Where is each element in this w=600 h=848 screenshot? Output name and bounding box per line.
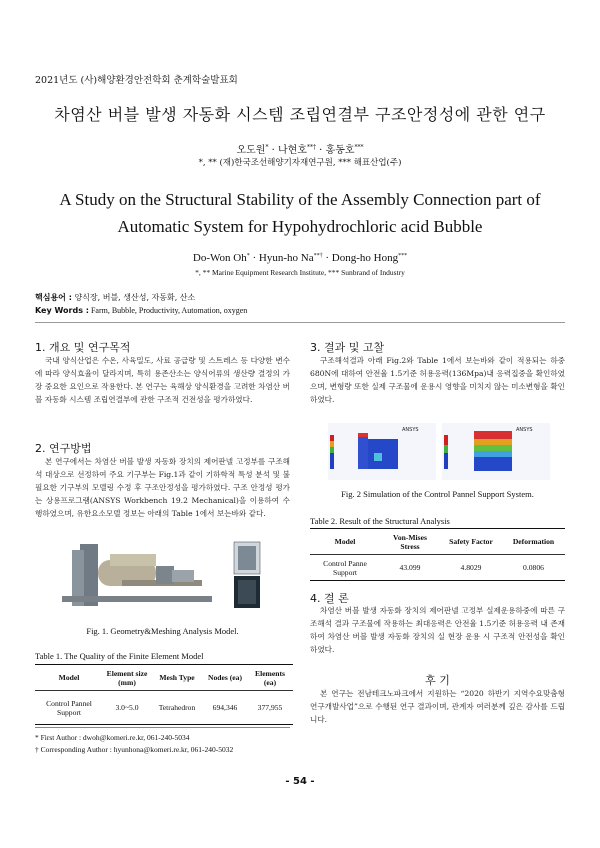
fig1-geometry-mesh-image <box>62 540 262 610</box>
author-separator: · <box>271 145 275 156</box>
english-title <box>0 186 600 240</box>
header-divider <box>35 322 565 323</box>
footnote-first-author: * First Author : dwoh@komeri.re.kr, 061-240-5034 <box>35 733 190 742</box>
author-1-en-sup: * <box>246 253 250 259</box>
footnote-divider <box>35 727 290 728</box>
table1-header: Model <box>35 665 103 691</box>
english-title-line1: A Study on the Structural Stability of the Assembly Connection part of <box>59 190 541 209</box>
table1-caption: Table 1. The Quality of the Finite Element Model <box>35 651 204 661</box>
keywords-english-text: Farm, Bubble, Productivity, Automation, oxygen <box>90 306 248 315</box>
mesh-view-bottom <box>234 576 260 608</box>
deformation-result-panel <box>442 423 550 480</box>
table2-cell: Control Panne Support <box>323 558 367 577</box>
acknowledgement-heading: 후 기 <box>425 674 450 687</box>
author-1-sup: * <box>265 144 269 151</box>
author-1-en: Do-Won Oh <box>192 252 247 264</box>
table1-header: Element size (mm) <box>103 665 151 691</box>
ansys-logo-left: ANSYS <box>402 427 419 433</box>
english-title-line2: Automatic System for Hypohydrochloric acid Bubble <box>117 217 483 236</box>
author-2: 나현호 <box>278 145 307 156</box>
table1-header: Elements (ea) <box>247 665 293 691</box>
author-2-en: Hyun-ho Na <box>258 252 314 264</box>
ansys-logo-right: ANSYS <box>516 427 533 433</box>
author-3-sup: *** <box>354 144 364 151</box>
author-2-en-sup: **† <box>313 253 323 259</box>
author-3: 홍동호 <box>325 145 355 156</box>
korean-title: 차염산 버블 발생 자동화 시스템 조립연결부 구조안정성에 관한 연구 <box>54 105 546 124</box>
table-row <box>310 555 565 581</box>
footnote-corresponding-author: † Corresponding Author : hyunhona@komeri.re.kr, 061-240-5032 <box>35 745 234 754</box>
table2-header: Safety Factor <box>440 529 502 555</box>
table2-header: Model <box>310 529 380 555</box>
table1-cell: 694,346 <box>212 703 238 712</box>
page-number: - 54 - <box>285 776 315 787</box>
table1-header-row <box>35 665 293 691</box>
author-3-en: Dong-ho Hong <box>331 252 399 264</box>
author-1: 오도원 <box>236 145 266 156</box>
section-2-heading: 2. 연구방법 <box>35 442 92 455</box>
author-3-en-sup: *** <box>398 253 408 259</box>
conference-header: 2021년도 (사)해양환경안전학회 춘계학술발표회 <box>35 75 238 86</box>
keywords-korean-label: 핵심용어 : <box>35 293 72 302</box>
table2 <box>310 528 565 581</box>
keywords-english <box>35 306 247 315</box>
table1 <box>35 664 293 725</box>
keywords-korean <box>35 292 195 303</box>
keywords-korean-text: 양식장, 버블, 생산성, 자동화, 산소 <box>74 293 196 302</box>
table2-header-row <box>310 529 565 555</box>
fig2-simulation-image <box>328 423 550 480</box>
author-2-sup: **† <box>306 144 316 151</box>
fig2-caption: Fig. 2 Simulation of the Control Pannel Support System. <box>341 489 534 499</box>
section-1-text: 국내 양식산업은 수온, 사육밀도, 사료 공급량 및 스트레스 등 다양한 변수에 따라 양식효율이 달라지며, 특히 용존산소는 양식어류의 생산량 결정의 가장 중요한 요인으로 작용한다. 본 연구는 육해상 양식환경을 고려한 차염산 버블 자동화 시스템 조립연결부에 관한 구조적 건전성을 평가하였다. <box>35 356 290 404</box>
table-row <box>35 691 293 725</box>
section-4-heading: 4. 결 론 <box>310 592 349 605</box>
korean-affiliation: *, ** (재)한국조선해양기자재연구원, *** 해표산업(주) <box>198 158 402 168</box>
table1-cell: Control Pannel Support <box>46 698 92 717</box>
author-separator: · <box>319 145 323 156</box>
table2-cell: 0.0806 <box>523 563 544 572</box>
table2-cell: 4.8029 <box>460 563 482 572</box>
acknowledgement-text: 본 연구는 전남테크노파크에서 지원하는 “2020 하반기 지역수요맞춤형 연구개발사업”으로 수행된 연구 결과이며, 관계자 여러분께 깊은 감사를 드립니다. <box>310 689 565 724</box>
english-affiliation: *, ** Marine Equipment Research Institute, *** Sunbrand of Industry <box>195 268 405 277</box>
table1-header: Mesh Type <box>151 665 203 691</box>
author-separator: · <box>325 252 330 264</box>
fig1-caption: Fig. 1. Geometry&Meshing Analysis Model. <box>86 626 239 636</box>
section-2-text: 본 연구에서는 차염산 버블 발생 자동화 장치의 제어판넬 고정부를 구조해석 대상으로 선정하여 주요 기구부는 Fig.1과 같이 기하학적 특성 분석 및 불필요한 기구부의 모델링 수정 후 구조안정성을 평가하였다. 구조 안정성 평가는 상용프로그램(ANSYS Workbench 19.2 Mechanical)을 이용하여 수행하였으며, 유한요소모델 정보는 아래의 Table 1에서 보는바와 같다. <box>35 457 290 518</box>
section-4-text: 차염산 버블 발생 자동화 장치의 제어판넬 고정부 실제운용하중에 따른 구조해석 결과 구조물에 작용하는 최대응력은 안전율 1.5기준 허용응력 내 존재하여 차염산 버블 발생 자동화 장치의 실 현장 운용 시 구조적 안전성을 확인하였다. <box>310 606 565 654</box>
stress-result-panel <box>328 423 436 480</box>
korean-authors <box>0 141 600 156</box>
table1-header: Nodes (ea) <box>203 665 247 691</box>
keywords-english-label: Key Words : <box>35 306 89 315</box>
table2-header: Von-Mises Stress <box>380 529 440 555</box>
table2-header: Deformation <box>502 529 565 555</box>
section-1-heading: 1. 개요 및 연구목적 <box>35 341 131 354</box>
table1-cell: 377,955 <box>257 703 283 712</box>
table2-cell: 43.099 <box>399 563 421 572</box>
table1-cell: 3.0~5.0 <box>115 703 139 712</box>
mesh-view-top <box>234 542 260 574</box>
section-3-text: 구조해석결과 아래 Fig.2와 Table 1에서 보는바와 같이 적용되는 하중 680N에 대하여 안전율 1.5기준 허용응력(136Mpa)내 응력집중을 확인하였으며, 변형량 또한 실제 구조물에 운용시 영향을 미치지 않는 미소변형을 확인하였다. <box>310 356 565 404</box>
author-separator: · <box>252 252 257 264</box>
table1-cell: Tetrahedron <box>158 703 196 712</box>
section-3-heading: 3. 결과 및 고찰 <box>310 341 385 354</box>
english-authors <box>0 252 600 264</box>
table2-caption: Table 2. Result of the Structural Analysis <box>310 516 450 526</box>
